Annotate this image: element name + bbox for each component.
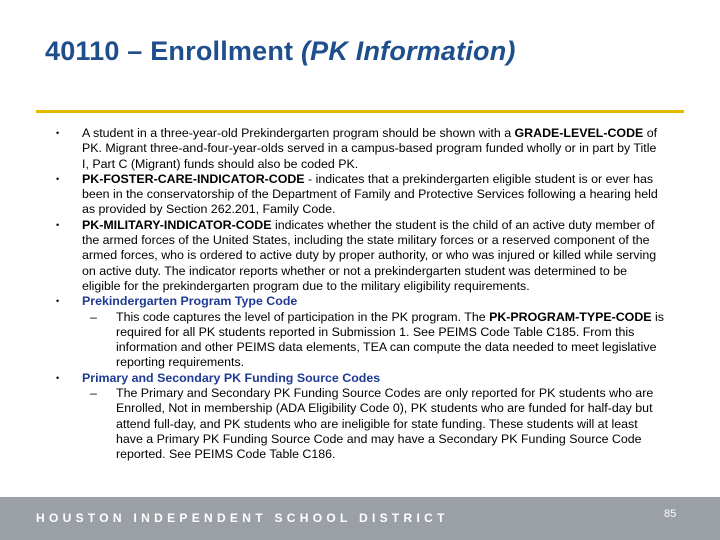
bullet-grade-level [56, 126, 666, 172]
sub-bullet-text: The Primary and Secondary PK Funding Source Codes are only reported for PK students who are Enrolled, Not in membership (ADA Eligibility Code 0), PK students who are funded for half-day but attend full-day, and PK students who are ineligible for state funding. These students will at least have a Primary PK Funding Source Code and may have a Secondary PK Funding Source Code reported. See PEIMS Code Table C186. [116, 386, 654, 462]
sub-bullet-funding-source [56, 386, 666, 462]
bullet-marker: • [56, 296, 60, 307]
bullet-text: of PK. Migrant three-and-four-year-olds served in a campus-based program funded wholly or in part by Title I, Part C (Migrant) funds should also be coded PK. [82, 126, 658, 171]
sub-bullet-marker: – [90, 309, 97, 324]
bullet-foster-care [56, 172, 666, 218]
bullet-term: PK-FOSTER-CARE-INDICATOR-CODE [82, 171, 305, 186]
title-divider [36, 110, 684, 113]
bullet-marker: • [56, 372, 60, 383]
bullet-marker: • [56, 173, 60, 184]
bullet-term: GRADE-LEVEL-CODE [514, 126, 644, 140]
sub-bullet-text: is required for all PK students reported in Submission 1. See PEIMS Code Table C185. From this information and other PEIMS data elements, TEA can compute the data needed to meet legislative reporting requirements. [116, 309, 664, 370]
bullet-text: - indicates that a prekindergarten eligible student is or ever has been in the conservatorship of the Department of Family and Protective Services following a hearing held as provided by Section 262.201, Family Code. [82, 171, 658, 217]
bullet-marker: • [56, 219, 60, 230]
bullet-heading: Prekindergarten Program Type Code [82, 294, 298, 309]
bullet-text: indicates whether the student is the child of an active duty member of the armed forces of the United States, including the state military forces or a reserved component of the armed forces, who is ordered to active duty by proper authority, or who was injured or killed while serving on active duty. The indicator reports whether or not a prekindergarten student was determined to be eligible for the prekindergarten program due to the military eligibility requirements. [82, 217, 657, 293]
bullet-term: PK-MILITARY-INDICATOR-CODE [82, 217, 272, 232]
slide-title-italic: (PK Information) [300, 36, 516, 66]
footer-organization: HOUSTON INDEPENDENT SCHOOL DISTRICT [36, 511, 449, 525]
bullet-text: A student in a three-year-old Prekindergarten program should be shown with a [82, 126, 515, 140]
sub-bullet-text: This code captures the level of participation in the PK program. The [116, 309, 490, 324]
bullet-heading: Primary and Secondary PK Funding Source Codes [82, 370, 381, 385]
slide-title-main: 40110 – Enrollment [45, 36, 301, 66]
sub-bullet-program-type [56, 310, 666, 371]
bullet-military [56, 218, 666, 294]
slide-title [45, 36, 516, 67]
bullet-program-type [56, 294, 666, 309]
sub-bullet-marker: – [90, 386, 97, 401]
bullet-list [56, 126, 666, 463]
bullet-funding-source [56, 371, 666, 386]
sub-bullet-term: PK-PROGRAM-TYPE-CODE [489, 309, 652, 324]
bullet-marker: • [56, 128, 60, 138]
page-number: 85 [664, 508, 677, 520]
